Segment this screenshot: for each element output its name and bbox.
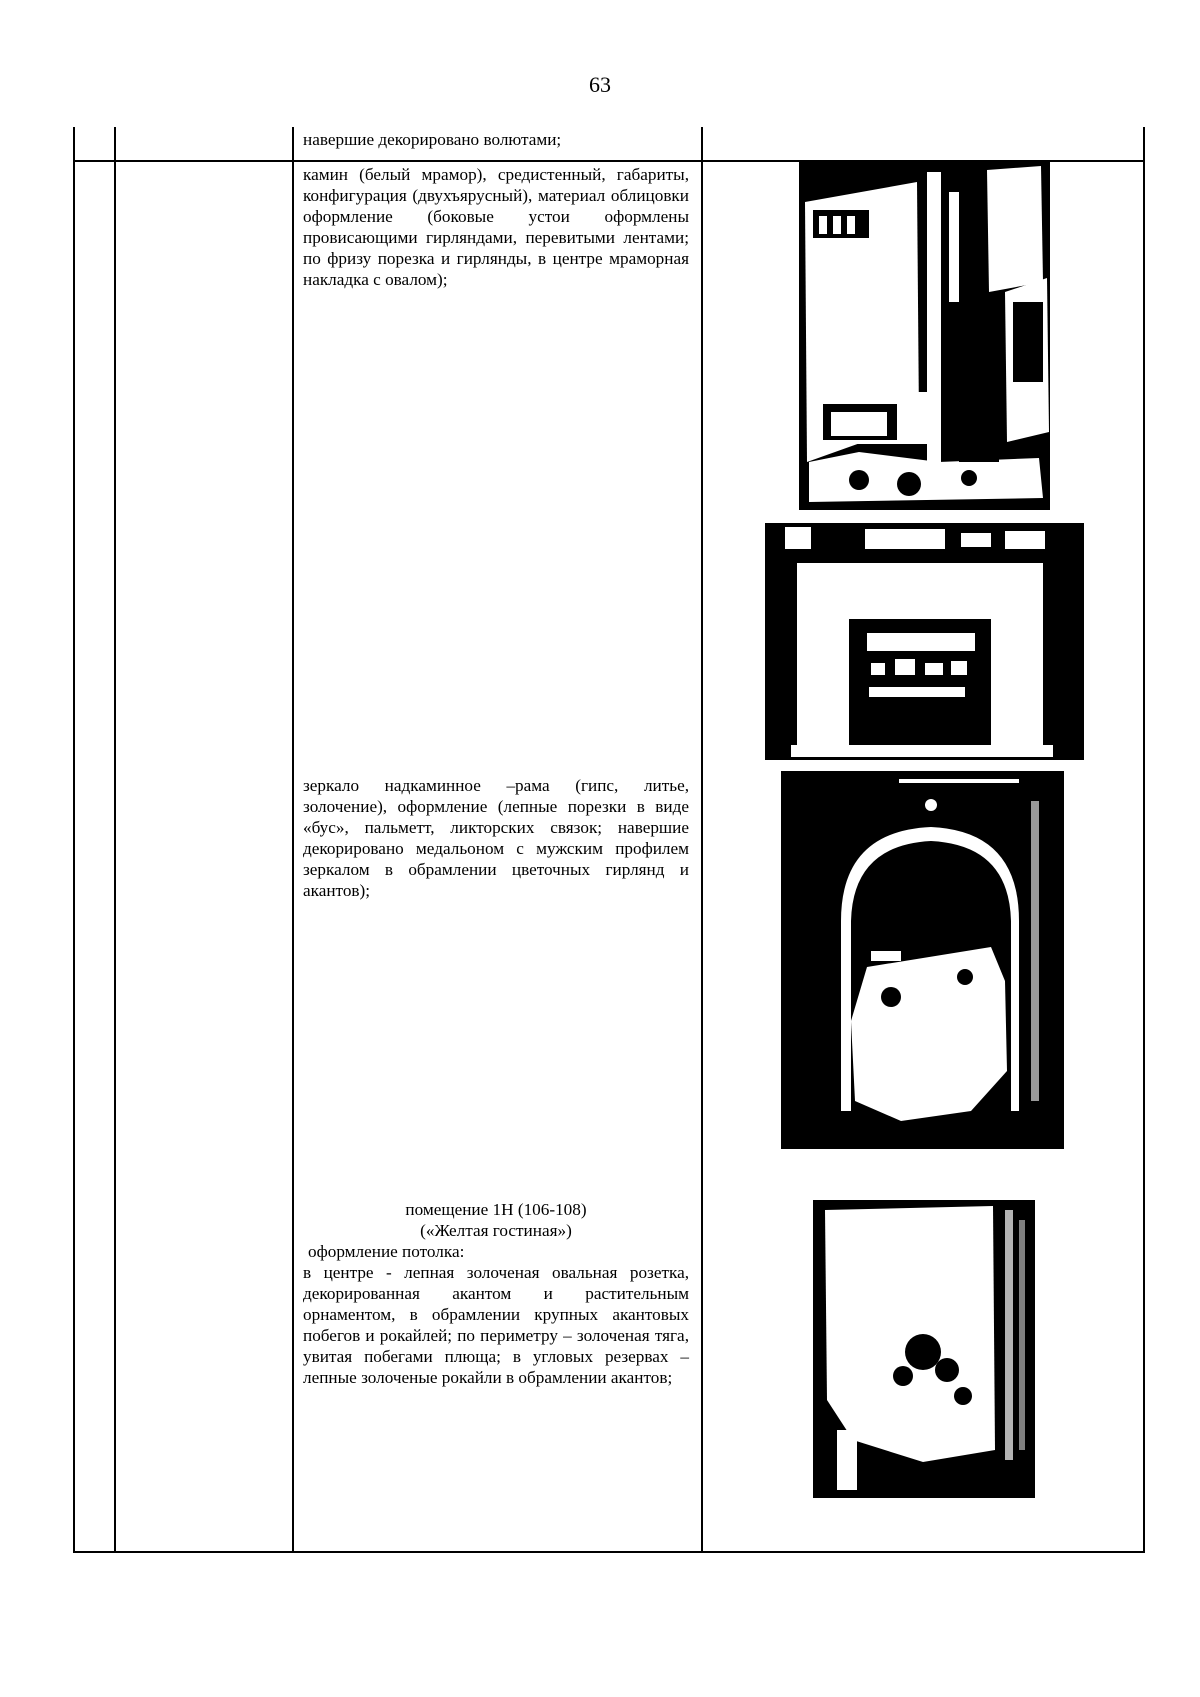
page-number: 63: [589, 72, 611, 97]
fireplace-room-photo: [799, 162, 1050, 510]
table-column-divider-1: [114, 127, 116, 1553]
table-border-left: [73, 127, 75, 1553]
room-section: [303, 1199, 689, 1388]
room-name: помещение 1Н (106-108): [405, 1200, 587, 1219]
continued-row-text: навершие декорировано волютами;: [303, 130, 562, 149]
mirror-photo: [781, 771, 1064, 1149]
table-border-bottom: [73, 1551, 1145, 1553]
ceiling-description: в центре - лепная золоченая овальная розетка, декорированная акантом и растительным орнаментом, в обрамлении крупных акантовых побегов и рокайлей; по периметру – золоченая тяга, увитая побегами плюща; в угловых резервах – лепные золоченые рокайли в обрамлении акантов;: [303, 1263, 689, 1387]
ceiling-label: оформление потолка:: [308, 1242, 465, 1261]
table-column-divider-3: [701, 127, 703, 1553]
room-subtitle: («Желтая гостиная»): [420, 1221, 572, 1240]
mirror-description: зеркало надкаминное –рама (гипс, литье, золочение), оформление (лепные порезки в виде «бус», пальметт, ликторских связок; навершие декорировано медальоном с мужским профилем зеркалом в обрамлении цветочных гирлянд и акантов);: [303, 776, 689, 900]
ceiling-photo: [813, 1200, 1035, 1498]
fireplace-description: камин (белый мрамор), средистенный, габариты, конфигурация (двухъярусный), материал облицовки оформление (боковые устои оформлены провисающими гирляндами, перевитыми лентами; по фризу порезка и гирлянды, в центре мраморная накладка с овалом);: [303, 165, 689, 289]
fireplace-closeup-photo: [765, 523, 1084, 760]
table-column-divider-2: [292, 127, 294, 1553]
table-border-right: [1143, 127, 1145, 1553]
